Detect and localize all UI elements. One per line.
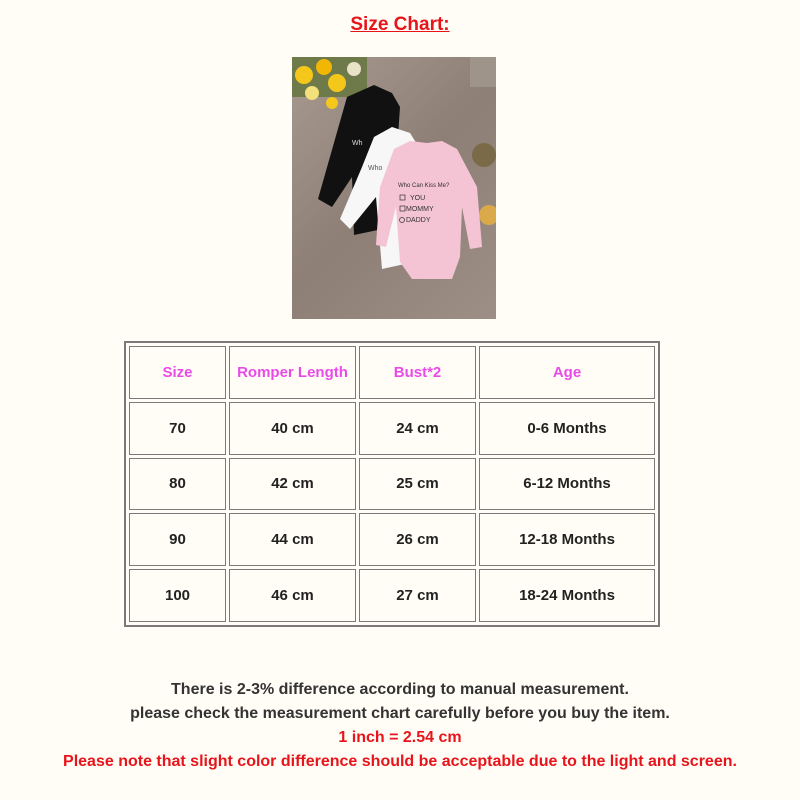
cell-age: 0-6 Months [479,402,655,455]
header-romper-length: Romper Length [229,346,356,399]
table-header-row [129,346,655,399]
pink-romper-option: DADDY [406,217,431,224]
pink-romper-option: MOMMY [406,206,434,213]
header-size: Size [129,346,226,399]
cell-size: 100 [129,569,226,622]
table-row [129,402,655,455]
cell-romper-length: 46 cm [229,569,356,622]
size-table [124,341,660,627]
product-photo [292,57,496,319]
note-check-chart: please check the measurement chart carefully before you buy the item. [130,705,670,722]
note-inch-conversion: 1 inch = 2.54 cm [338,729,462,746]
cell-romper-length: 42 cm [229,458,356,511]
cell-bust: 25 cm [359,458,476,511]
black-romper-text: Wh [352,140,363,147]
cell-bust: 26 cm [359,513,476,566]
note-color-difference: Please note that slight color difference should be acceptable due to the light and screen. [63,753,737,770]
table-row [129,513,655,566]
cell-size: 90 [129,513,226,566]
cell-romper-length: 44 cm [229,513,356,566]
header-bust: Bust*2 [359,346,476,399]
cell-age: 6-12 Months [479,458,655,511]
pink-romper-text: Who Can Kiss Me? [398,183,450,189]
header-age: Age [479,346,655,399]
cell-size: 70 [129,402,226,455]
cell-bust: 27 cm [359,569,476,622]
cell-romper-length: 40 cm [229,402,356,455]
table-row [129,458,655,511]
note-measurement-difference: There is 2-3% difference according to manual measurement. [171,681,629,698]
ball-decoration [479,205,496,225]
pink-romper-option: YOU [410,195,426,202]
white-romper-text: Who [368,165,383,172]
cell-size: 80 [129,458,226,511]
cell-age: 18-24 Months [479,569,655,622]
notes-section [0,678,800,774]
ball-decoration [472,143,496,167]
cell-bust: 24 cm [359,402,476,455]
cell-age: 12-18 Months [479,513,655,566]
page-title: Size Chart: [350,14,450,35]
table-row [129,569,655,622]
